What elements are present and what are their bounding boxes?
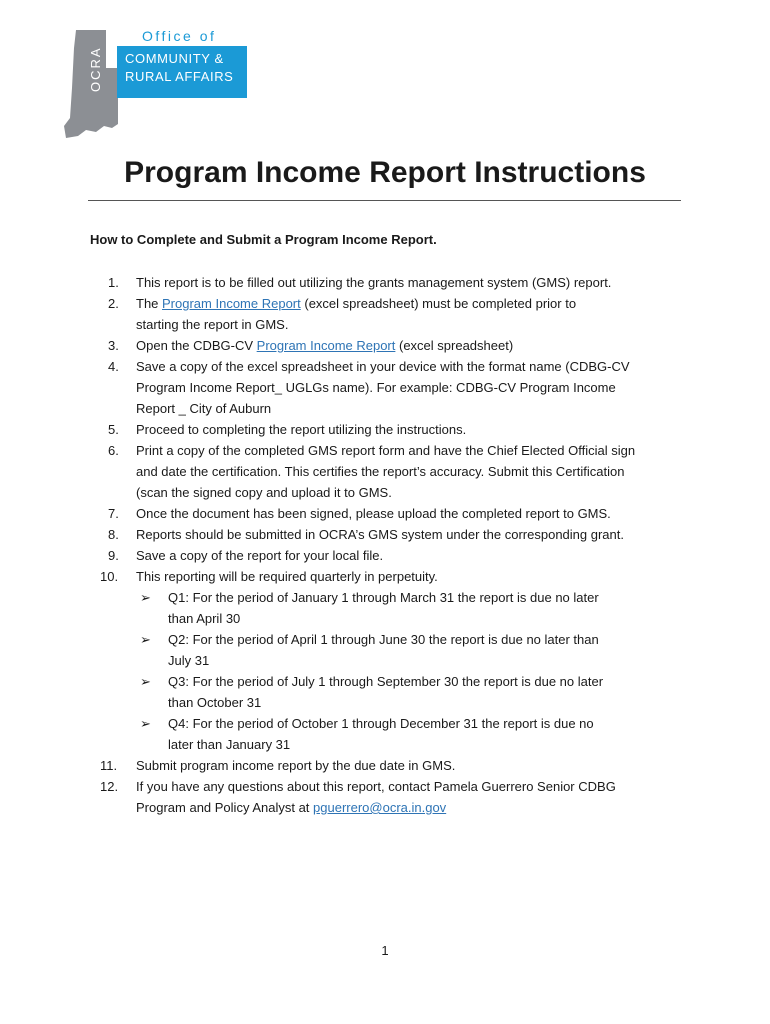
list-text-cont: starting the report in GMS. [136, 317, 289, 332]
list-text: This report is to be filled out utilizing the grants management system (GMS) report. [136, 275, 612, 290]
arrow-bullet-icon: ➢ [140, 716, 151, 731]
list-number: 7. [108, 506, 119, 521]
list-number: 12. [100, 779, 119, 794]
arrow-bullet-icon: ➢ [140, 674, 151, 689]
list-text-line2: Program Income Report_ UGLGs name). For example: CDBG-CV Program Income [136, 380, 616, 395]
list-text-line2: and date the certification. This certifies the report’s accuracy. Submit this Certification [136, 464, 625, 479]
list-number: 6. [108, 443, 119, 458]
quarter-text-line1: Q1: For the period of January 1 through March 31 the report is due no later [168, 590, 599, 605]
list-item-2 [90, 293, 680, 335]
list-text: Save a copy of the report for your local file. [136, 548, 384, 563]
list-text-line1: Save a copy of the excel spreadsheet in your device with the format name (CDBG-CV [136, 359, 630, 374]
logo-line-community: COMMUNITY & [125, 51, 224, 66]
quarter-item-q2 [90, 629, 680, 671]
list-item-1 [90, 272, 680, 293]
list-item-12 [90, 776, 680, 818]
instruction-list [90, 272, 680, 818]
program-income-report-link[interactable]: Program Income Report [162, 296, 301, 311]
email-link[interactable]: pguerrero@ocra.in.gov [313, 800, 447, 815]
ocra-logo [60, 28, 260, 140]
logo-line-rural: RURAL AFFAIRS [125, 69, 234, 84]
list-number: 3. [108, 338, 119, 353]
list-item-7 [90, 503, 680, 524]
title-divider [88, 200, 681, 201]
list-text: Reports should be submitted in OCRA’s GMS system under the corresponding grant. [136, 527, 624, 542]
list-item-10 [90, 566, 680, 587]
logo-ocra-vertical: OCRA [88, 46, 103, 92]
quarter-text-line1: Q2: For the period of April 1 through June 30 the report is due no later than [168, 632, 599, 647]
quarter-text-line1: Q3: For the period of July 1 through September 30 the report is due no later [168, 674, 604, 689]
list-item-4 [90, 356, 680, 419]
list-number: 10. [100, 569, 119, 584]
cdbg-cv-program-income-report-link[interactable]: Program Income Report [256, 338, 396, 353]
arrow-bullet-icon: ➢ [140, 632, 151, 647]
arrow-bullet-icon: ➢ [140, 590, 151, 605]
quarter-text-line2: July 31 [168, 653, 210, 668]
logo-text-box [117, 46, 247, 98]
list-item-6 [90, 440, 680, 503]
quarter-text-line2: later than January 31 [168, 737, 291, 752]
quarter-text-line2: than October 31 [168, 695, 262, 710]
quarter-text-line2: than April 30 [168, 611, 241, 626]
list-text: Submit program income report by the due date in GMS. [136, 758, 456, 773]
list-number: 4. [108, 359, 119, 374]
list-text-pre: The [136, 296, 163, 311]
list-text-line3: (scan the signed copy and upload it to GMS. [136, 485, 392, 500]
list-number: 9. [108, 548, 119, 563]
list-text-line1: Print a copy of the completed GMS report form and have the Chief Elected Official sign [136, 443, 636, 458]
list-text: This reporting will be required quarterly in perpetuity. [136, 569, 438, 584]
list-number: 8. [108, 527, 119, 542]
list-number: 5. [108, 422, 119, 437]
list-text-post: (excel spreadsheet) [395, 338, 514, 353]
page-title: Program Income Report Instructions [124, 156, 646, 189]
quarter-item-q3 [90, 671, 680, 713]
list-number: 11. [100, 758, 118, 773]
list-text: Proceed to completing the report utilizing the instructions. [136, 422, 467, 437]
list-item-5 [90, 419, 680, 440]
list-number: 2. [108, 296, 119, 311]
list-item-11 [90, 755, 680, 776]
quarter-item-q4 [90, 713, 680, 755]
quarter-item-q1 [90, 587, 680, 629]
page-number: 1 [381, 943, 389, 958]
list-text-line3: Report _ City of Auburn [136, 401, 272, 416]
list-text-pre: Open the CDBG-CV [136, 338, 257, 353]
list-item-3 [90, 335, 680, 356]
list-text-line1: If you have any questions about this report, contact Pamela Guerrero Senior CDBG [136, 779, 616, 794]
list-text-post: (excel spreadsheet) must be completed prior to [300, 296, 577, 311]
list-item-9 [90, 545, 680, 566]
list-text-pre: Program and Policy Analyst at [136, 800, 314, 815]
logo-office-of: Office of [142, 28, 217, 44]
list-item-8 [90, 524, 680, 545]
list-text: Once the document has been signed, please upload the completed report to GMS. [136, 506, 611, 521]
section-subheading: How to Complete and Submit a Program Income Report. [90, 232, 437, 247]
list-number: 1. [108, 275, 119, 290]
quarter-text-line1: Q4: For the period of October 1 through December 31 the report is due no [168, 716, 594, 731]
